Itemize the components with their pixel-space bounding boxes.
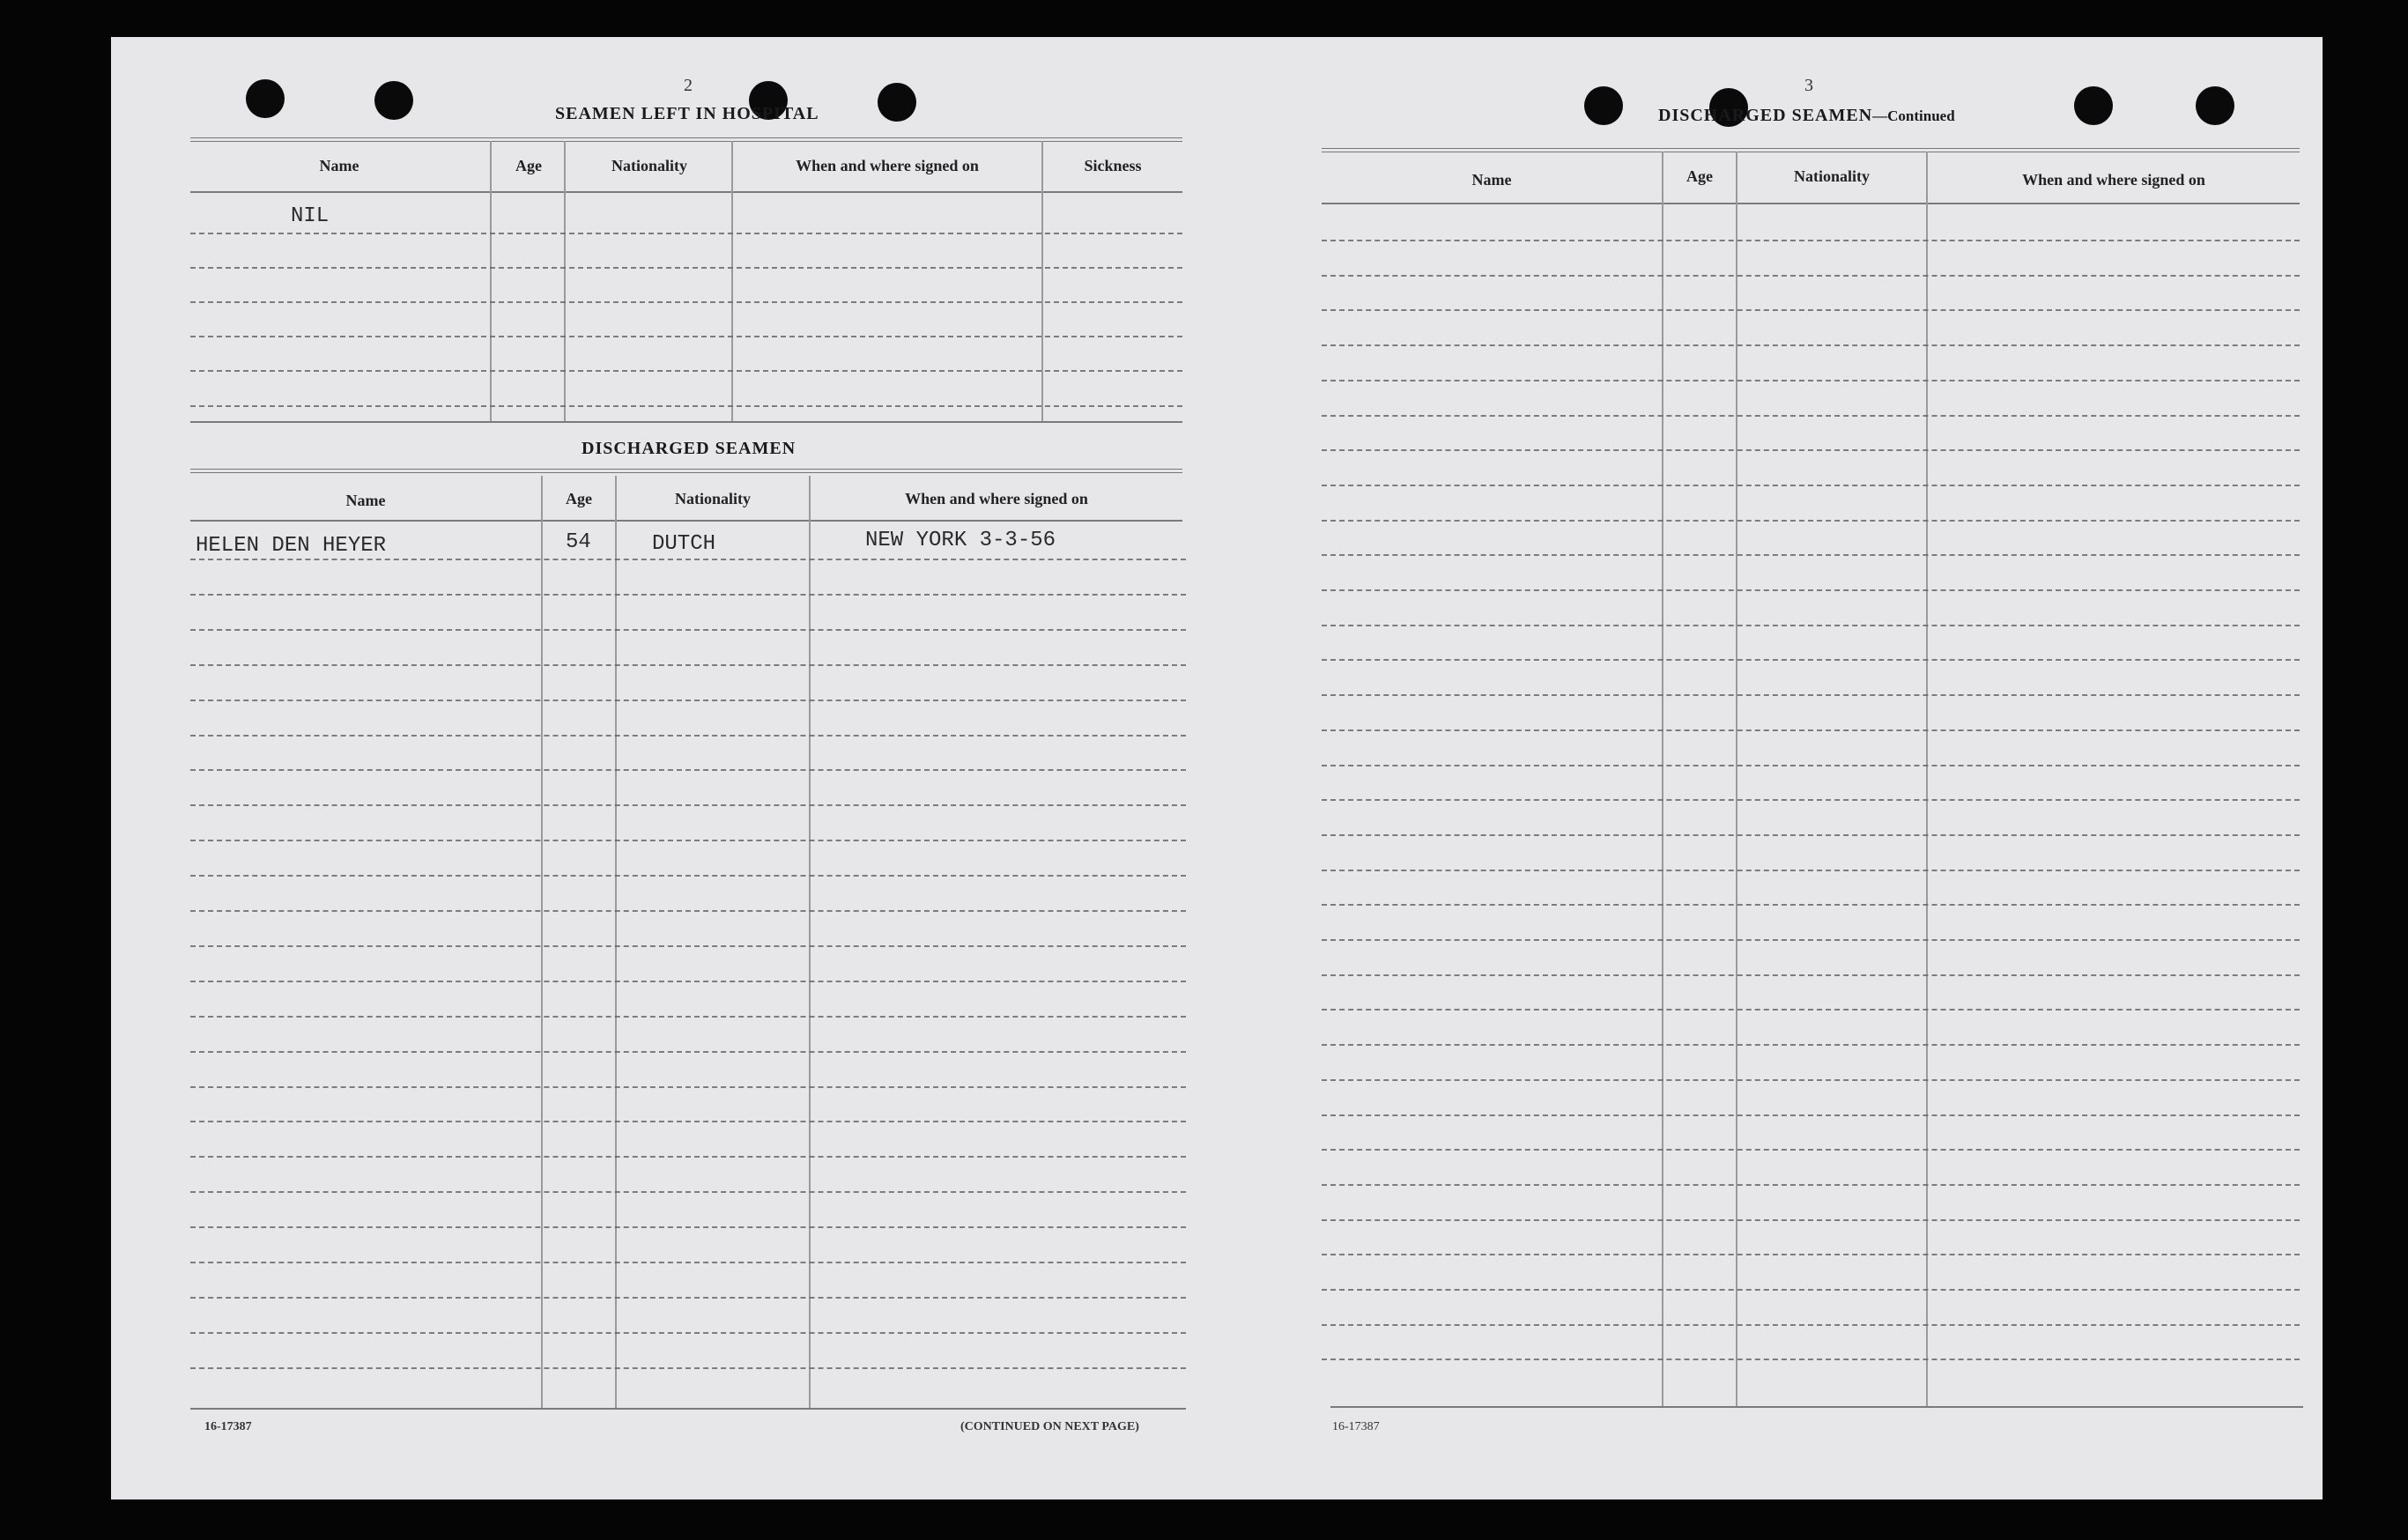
hospital-col-name: Name <box>319 157 359 174</box>
ruled-line <box>1322 659 2300 661</box>
sheet-tab-edge <box>111 996 141 1330</box>
hospital-col-sickness: Sickness <box>1084 157 1142 174</box>
ruled-line <box>190 1156 1186 1158</box>
punch-hole-4 <box>878 83 916 122</box>
ruled-line <box>1322 1219 2300 1221</box>
hospital-divider <box>1041 141 1043 423</box>
ruled-line <box>190 594 1186 596</box>
right-col-name: Name <box>1471 171 1512 189</box>
hospital-col-age: Age <box>515 157 542 174</box>
hospital-row-line <box>190 336 1182 337</box>
discharged-divider <box>615 476 617 1410</box>
hospital-row-line <box>190 233 1182 234</box>
hospital-section-title: SEAMEN LEFT IN HOSPITAL <box>555 104 819 123</box>
ruled-line <box>1322 1254 2300 1255</box>
hospital-row-line <box>190 405 1182 407</box>
discharged-col-signed-on: When and where signed on <box>905 490 1088 507</box>
ruled-line <box>190 1191 1186 1193</box>
left-page-number: 2 <box>684 76 693 95</box>
hospital-divider <box>564 141 566 423</box>
right-top-rule <box>1322 148 2300 152</box>
ruled-line <box>190 1332 1186 1334</box>
discharged-col-nationality: Nationality <box>674 490 751 507</box>
ruled-line <box>1322 870 2300 871</box>
right-col-nationality: Nationality <box>1793 167 1870 185</box>
ruled-line <box>190 1297 1186 1299</box>
ruled-line <box>1322 485 2300 486</box>
hospital-bottom-rule <box>190 421 1182 423</box>
right-page-number: 3 <box>1804 76 1813 95</box>
hospital-row-name: NIL <box>291 204 330 228</box>
ruled-line <box>1322 834 2300 836</box>
ruled-line <box>1322 520 2300 522</box>
left-form-number: 16-17387 <box>204 1420 252 1433</box>
ruled-line <box>190 700 1186 701</box>
ruled-line <box>1322 1079 2300 1081</box>
ruled-line <box>1322 974 2300 976</box>
discharged-row-age: 54 <box>566 530 591 554</box>
hospital-divider <box>731 141 733 423</box>
form-sheet <box>111 37 2323 1499</box>
discharged-bottom-rule <box>190 1408 1186 1410</box>
ruled-line <box>190 875 1186 877</box>
ruled-line <box>1322 904 2300 906</box>
ruled-line <box>190 629 1186 631</box>
ruled-line <box>1322 1324 2300 1326</box>
ruled-line <box>1322 729 2300 731</box>
punch-hole-1 <box>246 79 285 118</box>
ruled-line <box>190 559 1186 560</box>
hospital-top-rule <box>190 137 1182 142</box>
discharged-col-name: Name <box>345 492 386 509</box>
discharged-row-nationality: DUTCH <box>652 532 716 556</box>
ruled-line <box>190 1051 1186 1053</box>
punch-hole-5 <box>1584 86 1623 125</box>
right-col-age: Age <box>1686 167 1713 185</box>
hospital-header-rule <box>190 191 1182 193</box>
ruled-line <box>1322 694 2300 696</box>
ruled-line <box>1322 449 2300 451</box>
ruled-line <box>1322 799 2300 801</box>
ruled-line <box>1322 625 2300 626</box>
ruled-line <box>1322 589 2300 591</box>
ruled-line <box>1322 240 2300 241</box>
discharged-section-title: DISCHARGED SEAMEN <box>582 439 796 458</box>
ruled-line <box>190 981 1186 982</box>
punch-hole-2 <box>374 81 413 120</box>
ruled-line <box>190 1367 1186 1369</box>
right-title-text: DISCHARGED SEAMEN <box>1658 106 1873 125</box>
ruled-line <box>190 769 1186 771</box>
ruled-line <box>190 910 1186 912</box>
discharged-row-signed-on: NEW YORK 3-3-56 <box>865 529 1056 552</box>
hospital-row-line <box>190 370 1182 372</box>
ruled-line <box>1322 309 2300 311</box>
punch-hole-8 <box>2196 86 2234 125</box>
ruled-line <box>190 804 1186 806</box>
ruled-line <box>190 1226 1186 1228</box>
ruled-line <box>1322 1289 2300 1291</box>
ruled-line <box>1322 1114 2300 1116</box>
right-header-rule <box>1322 203 2300 204</box>
hospital-col-nationality: Nationality <box>611 157 687 174</box>
right-bottom-rule <box>1330 1406 2303 1408</box>
right-section-title <box>1658 106 1955 126</box>
right-title-suffix: —Continued <box>1872 107 1955 124</box>
hospital-divider <box>490 141 492 423</box>
ruled-line <box>1322 380 2300 381</box>
ruled-line <box>190 1086 1186 1088</box>
right-form-number: 16-17387 <box>1332 1420 1380 1433</box>
ruled-line <box>1322 765 2300 766</box>
hospital-col-signed-on: When and where signed on <box>796 157 979 174</box>
ruled-line <box>1322 1044 2300 1046</box>
ruled-line <box>1322 415 2300 417</box>
ruled-line <box>1322 1149 2300 1151</box>
ruled-line <box>1322 275 2300 277</box>
right-divider <box>1662 152 1663 1406</box>
discharged-col-age: Age <box>566 490 592 507</box>
ruled-line <box>1322 1009 2300 1011</box>
ruled-line <box>190 1121 1186 1122</box>
ruled-line <box>190 840 1186 841</box>
discharged-header-rule <box>190 520 1182 522</box>
ruled-line <box>190 1262 1186 1263</box>
ruled-line <box>190 1016 1186 1018</box>
ruled-line <box>1322 1359 2300 1360</box>
discharged-divider <box>809 476 811 1410</box>
ruled-line <box>1322 554 2300 556</box>
ruled-line <box>1322 1184 2300 1186</box>
ruled-line <box>190 735 1186 737</box>
discharged-top-rule <box>190 469 1182 473</box>
hospital-row-line <box>190 301 1182 303</box>
right-divider <box>1736 152 1737 1406</box>
punch-hole-7 <box>2074 86 2113 125</box>
ruled-line <box>190 945 1186 947</box>
right-divider <box>1926 152 1928 1406</box>
continued-note: (CONTINUED ON NEXT PAGE) <box>960 1420 1139 1433</box>
hospital-row-line <box>190 267 1182 269</box>
ruled-line <box>1322 344 2300 346</box>
discharged-divider <box>541 476 543 1410</box>
ruled-line <box>190 664 1186 666</box>
discharged-row-name: HELEN DEN HEYER <box>196 534 387 558</box>
right-col-signed-on: When and where signed on <box>2022 171 2205 189</box>
ruled-line <box>1322 939 2300 941</box>
